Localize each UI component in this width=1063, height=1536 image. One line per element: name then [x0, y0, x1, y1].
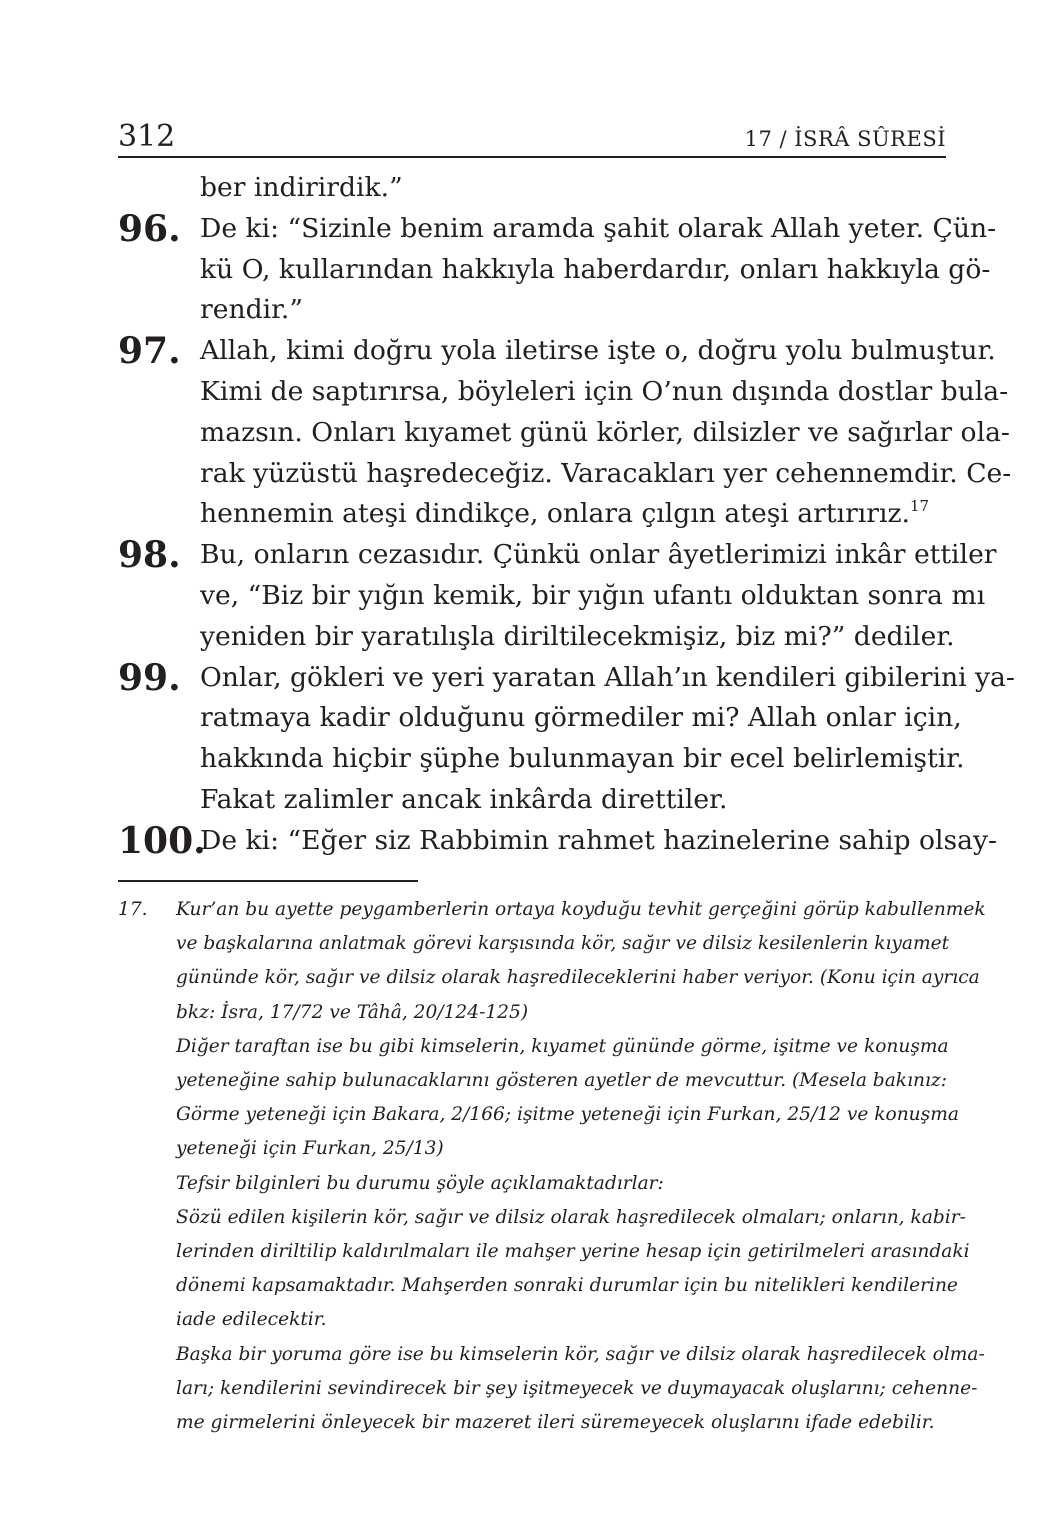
verse-line [200, 821, 998, 862]
footnote-line: yeteneği için Furkan, 25/13) [176, 1138, 444, 1160]
footnote-line: bkz: İsra, 17/72 ve Tâhâ, 20/124-125) [176, 1001, 529, 1023]
footnote-line: ları; kendilerini sevindirecek bir şey işitmeyecek ve duymayacak oluşlarını; cehenne- [176, 1377, 978, 1399]
verse-text: hennemin ateşi dindikçe, onlara çılgın ateşi artırırız. [200, 498, 910, 530]
page-number: 312 [118, 119, 176, 154]
verse-number: 97. [118, 330, 181, 373]
footnote-line: gününde kör, sağır ve dilsiz olarak haşredileceklerini haber veriyor. (Konu için ayrıca [176, 967, 980, 989]
verse-line [200, 494, 946, 535]
verse-text: rendir.” [200, 294, 303, 326]
footnote-rule [118, 880, 418, 882]
verse-number: 98. [118, 534, 181, 577]
verse-line [200, 250, 991, 291]
chapter-title: 17 / İSRÂ SÛRESİ [744, 127, 946, 151]
footnote-line: Başka bir yoruma göre ise bu kimselerin kör, sağır ve dilsiz olarak haşredilecek olma- [176, 1343, 985, 1365]
footnote-line: Sözü edilen kişilerin kör, sağır ve dilsiz olarak haşredilecek olmaları; onların, kabir- [176, 1206, 966, 1228]
verse-line [200, 698, 962, 739]
verse-text: Kimi de saptırırsa, böyleleri için O’nun dışında dostlar bula- [200, 376, 1009, 407]
verse-line [200, 739, 965, 780]
running-head [118, 118, 946, 158]
footnote-line: Görme yeteneği için Bakara, 2/166; işitme yeteneği için Furkan, 25/12 ve konuşma [176, 1104, 959, 1126]
verse-text: ratmaya kadir olduğunu görmediler mi? Allah onlar için, [200, 702, 962, 734]
header-rule [118, 156, 946, 158]
footnote-line: lerinden diriltilip kaldırılmaları ile mahşer yerine hesap için getirilmeleri arasındaki [176, 1241, 970, 1262]
footnote-line: yeteneğine sahip bulunacaklarını gösteren ayetler de mevcuttur. (Mesela bakınız: [176, 1070, 947, 1091]
footnote-line: ve başkalarına anlatmak görevi karşısında kör, sağır ve dilsiz kesilenlerin kıyamet [176, 933, 950, 955]
footnote-number: 17. [118, 899, 148, 920]
verse-line [200, 209, 997, 250]
footnote-line: dönemi kapsamaktadır. Mahşerden sonraki durumlar için bu nitelikleri kendilerine [176, 1275, 958, 1297]
verse-text: rak yüzüstü haşredeceğiz. Varacakları yer cehennemdir. Ce- [200, 457, 1012, 489]
verse-line [200, 576, 986, 617]
verse-text: mazsın. Onları kıyamet günü körler, dilsizler ve sağırlar ola- [200, 416, 1010, 448]
verse-text: Bu, onların cezasıdır. Çünkü onlar âyetlerimizi inkâr ettiler [200, 539, 997, 571]
verse-line [200, 454, 1012, 495]
verse-text: hakkında hiçbir şüphe bulunmayan bir ecel belirlemiştir. [200, 743, 965, 775]
footnote-line: Diğer taraftan ise bu gibi kimselerin, kıyamet gününde görme, işitme ve konuşma [176, 1035, 949, 1057]
verse-number: 96. [118, 207, 181, 250]
verse-text: Onlar, gökleri ve yeri yaratan Allah’ın kendileri gibilerini ya- [200, 661, 1015, 693]
verse-line [200, 413, 1010, 454]
verse-text: De ki: “Eğer siz Rabbimin rahmet hazinelerine sahip olsay- [200, 824, 998, 856]
verse-line [200, 372, 1009, 413]
verse-line [200, 535, 997, 576]
verse-number: 99. [118, 656, 181, 699]
verse-text: Fakat zalimler ancak inkârda direttiler. [200, 784, 728, 815]
verse-text: De ki: “Sizinle benim aramda şahit olarak Allah yeter. Çün- [200, 212, 997, 244]
verse-number: 100. [118, 819, 206, 862]
verse-line [200, 290, 946, 331]
footnote-line: Tefsir bilginleri bu durumu şöyle açıklamaktadırlar: [176, 1172, 664, 1194]
verse-line [200, 658, 1015, 699]
verse-text: kü O, kullarından hakkıyla haberdardır, onları hakkıyla gö- [200, 253, 991, 285]
footnote-line: iade edilecektir. [176, 1309, 327, 1331]
verse-line [200, 617, 955, 658]
verse-text: Allah, kimi doğru yola iletirse işte o, doğru yolu bulmuştur. [200, 335, 996, 367]
footnote-reference[interactable]: 17 [909, 496, 930, 515]
verse-line [200, 780, 946, 821]
verse-text: ve, “Biz bir yığın kemik, bir yığın ufantı olduktan sonra mı [200, 580, 986, 611]
verse-line [200, 168, 946, 209]
verse-text: yeniden bir yaratılışla diriltilecekmişiz, biz mi?” dediler. [200, 620, 955, 652]
footnote-line: Kur’an bu ayette peygamberlerin ortaya koyduğu tevhit gerçeğini görüp kabullenmek [176, 899, 986, 920]
verse-line [200, 331, 996, 372]
verse-text: ber indirirdik.” [200, 172, 403, 203]
footnote-line: me girmelerini önleyecek bir mazeret ileri süremeyecek oluşlarını ifade edebilir. [176, 1412, 935, 1433]
